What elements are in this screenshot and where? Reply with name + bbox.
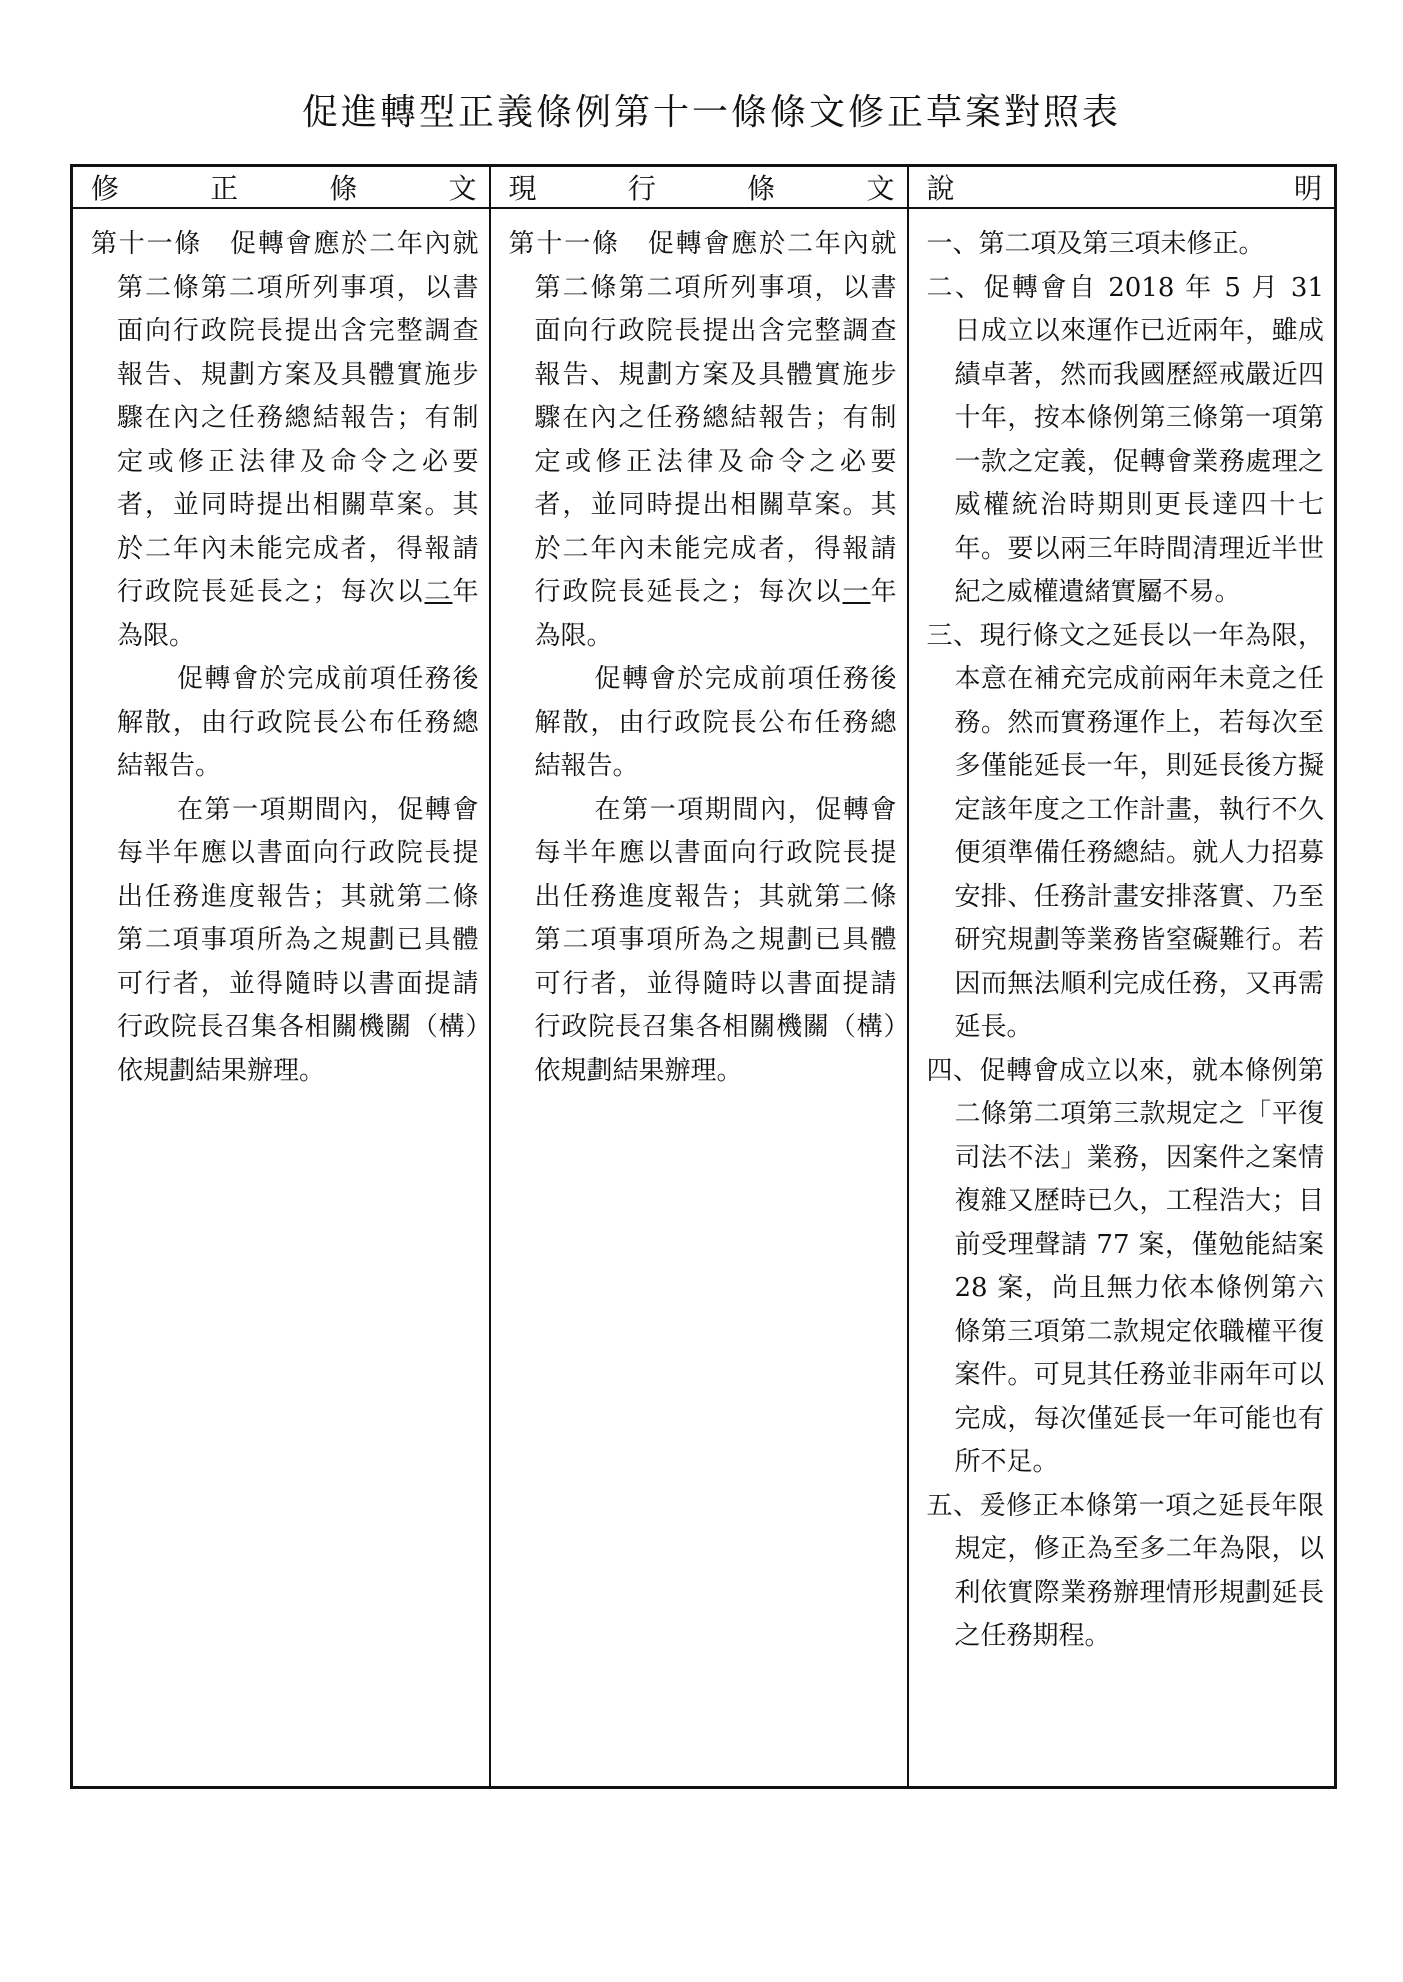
header-char: 修 — [91, 172, 120, 205]
header-char: 正 — [210, 172, 239, 205]
note-item-2: 二、促轉會自 2018 年 5 月 31 日成立以來運作已近兩年，雖成績卓著，然而我國歷經戒嚴近四十年，按本條例第三條第一項第一款之定義，促轉會業務處理之威權統治時期則更長達四十七年。要以兩三年時間清理近半世紀之威權遺緒實屬不易。 — [926, 272, 1324, 607]
current-article-cell — [490, 208, 908, 1788]
note-item-4: 四、促轉會成立以來，就本條例第二條第二項第三款規定之「平復司法不法」業務，因案件之案情複雜又歷時已久，工程浩大；目前受理聲請 77 案，僅勉能結案 28 案，尚且無力依本條例第六條第三項第二款規定依職權平復案件。可見其任務並非兩年可以完成，每次僅延長一年可能也有所不足。 — [926, 1055, 1324, 1477]
header-char: 條 — [747, 172, 776, 205]
page-title: 促進轉型正義條例第十一條條文修正草案對照表 — [301, 92, 1121, 133]
header-char: 行 — [627, 172, 656, 205]
current-paragraph-2: 促轉會於完成前項任務後解散，由行政院長公布任務總結報告。 — [534, 664, 897, 781]
header-current — [490, 166, 908, 209]
note-item-3: 三、現行條文之延長以一年為限，本意在補充完成前兩年未竟之任務。然而實務運作上，若每次至多僅能延長一年，則延長後方擬定該年度之工作計畫，執行不久便須準備任務總結。就人力招募安排、任務計畫安排落實、乃至研究規劃等業務皆窒礙難行。若因而無法順利完成任務，又再需延長。 — [926, 620, 1324, 1042]
current-changed-term: 一 — [842, 577, 871, 607]
amended-p1-text: 第十一條 促轉會應於二年內就第二條第二項所列事項，以書面向行政院長提出含完整調查報告、規劃方案及具體實施步驟在內之任務總結報告；有制定或修正法律及命令之必要者，並同時提出相關草案。其於二年內未能完成者，得報請行政院長延長之；每次以 — [91, 229, 479, 607]
amended-paragraph-1 — [91, 223, 479, 658]
current-paragraph-3: 在第一項期間內，促轉會每半年應以書面向行政院長提出任務進度報告；其就第二條第二項事項所為之規劃已具體可行者，並得隨時以書面提請行政院長召集各相關機關（構）依規劃結果辦理。 — [534, 794, 897, 1086]
header-char: 條 — [329, 172, 358, 205]
amended-changed-term: 二 — [424, 577, 453, 607]
content-row — [72, 208, 1336, 1788]
amended-p1-tail: 年為限。 — [117, 577, 479, 651]
notes-cell — [908, 208, 1336, 1788]
header-amended — [72, 166, 490, 209]
header-char: 明 — [1293, 172, 1322, 205]
header-row — [72, 166, 1336, 209]
header-char: 文 — [866, 172, 895, 205]
current-p1-tail: 年為限。 — [534, 577, 897, 651]
header-char: 說 — [926, 172, 955, 205]
comparison-table — [70, 164, 1337, 1789]
amended-paragraph-2: 促轉會於完成前項任務後解散，由行政院長公布任務總結報告。 — [117, 664, 479, 781]
current-paragraph-1 — [509, 223, 897, 658]
amended-article-cell — [72, 208, 490, 1788]
header-char: 文 — [448, 172, 477, 205]
current-p1-text: 第十一條 促轉會應於二年內就第二條第二項所列事項，以書面向行政院長提出含完整調查報告、規劃方案及具體實施步驟在內之任務總結報告；有制定或修正法律及命令之必要者，並同時提出相關草案。其於二年內未能完成者，得報請行政院長延長之；每次以 — [508, 229, 897, 607]
amended-paragraph-3: 在第一項期間內，促轉會每半年應以書面向行政院長提出任務進度報告；其就第二條第二項事項所為之規劃已具體可行者，並得隨時以書面提請行政院長召集各相關機關（構）依規劃結果辦理。 — [117, 794, 479, 1086]
header-notes — [908, 166, 1336, 209]
note-item-1: 一、第二項及第三項未修正。 — [926, 229, 1265, 259]
header-char: 現 — [508, 172, 537, 205]
note-item-5: 五、爰修正本條第一項之延長年限規定，修正為至多二年為限，以利依實際業務辦理情形規劃延長之任務期程。 — [926, 1490, 1324, 1651]
